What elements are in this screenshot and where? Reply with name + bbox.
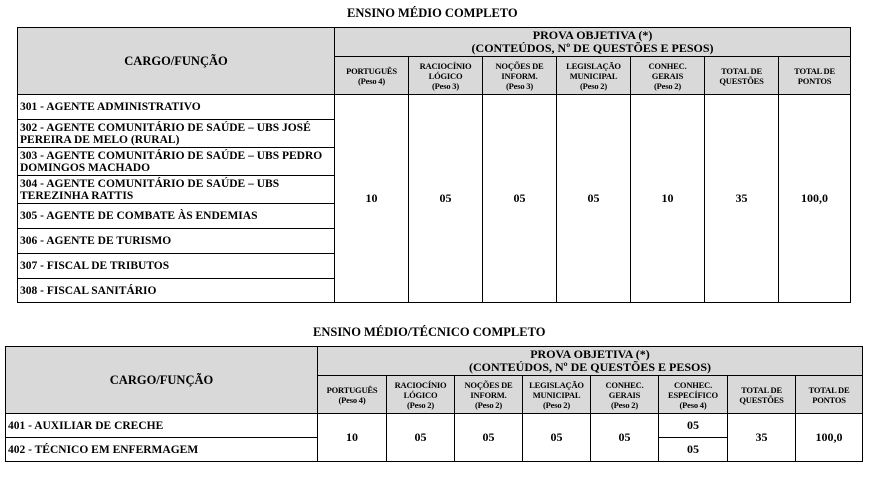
- table2-col-header-2: [455, 376, 523, 414]
- table2-cargo-header: CARGO/FUNÇÃO: [6, 347, 318, 414]
- table1-col-header-3-line2: MUNICIPAL: [569, 70, 618, 81]
- table2-col-header-5-line1: CONHEC.: [673, 379, 713, 390]
- table2-especifico-1: 05: [659, 438, 728, 462]
- table2-col-header-3-line2: MUNICIPAL: [532, 389, 581, 400]
- table1-cargo-4: 305 - AGENTE DE COMBATE ÀS ENDEMIAS: [18, 204, 335, 229]
- table1-col-header-6-line2: PONTOS: [797, 75, 832, 86]
- table2-cargo-1: 402 - TÉCNICO EM ENFERMAGEM: [6, 438, 318, 462]
- table1-value-2: 05: [483, 95, 557, 303]
- table1-col-header-6: [779, 57, 851, 95]
- table1-cargo-6: 307 - FISCAL DE TRIBUTOS: [18, 254, 335, 279]
- table2-col-header-2-line3: (Peso 2): [475, 399, 502, 410]
- table2-value-4: 05: [591, 414, 659, 462]
- table1-cargo-0: 301 - AGENTE ADMINISTRATIVO: [18, 95, 335, 120]
- table2-col-header-7-line2: PONTOS: [812, 394, 846, 405]
- table1-cargo-1: 302 - AGENTE COMUNITÁRIO DE SAÚDE – UBS JOSÉ PEREIRA DE MELO (RURAL): [18, 120, 335, 148]
- table2: [5, 346, 863, 462]
- table1-value-5: 35: [705, 95, 779, 303]
- table1-col-header-1-line2: LÓGICO: [428, 70, 463, 81]
- table1-col-header-4-line1: CONHEC.: [648, 60, 687, 71]
- table2-col-header-1: [387, 376, 455, 414]
- table2-col-header-1-line1: RACIOCÍNIO: [394, 379, 447, 390]
- table2-col-header-6-line1: TOTAL DE: [741, 384, 782, 395]
- table1-value-0: 10: [335, 95, 409, 303]
- table2-col-header-6-line2: QUESTÕES: [739, 394, 784, 405]
- table1-prova-header: [335, 28, 851, 57]
- table2-col-header-4-line1: CONHEC.: [605, 379, 644, 390]
- table2-total-questoes: 35: [728, 414, 796, 462]
- table2-col-header-1-line2: LÓGICO: [403, 389, 438, 400]
- table2-value-3: 05: [523, 414, 591, 462]
- table1-col-header-1-line1: RACIOCÍNIO: [419, 60, 472, 71]
- table2-col-header-4: [591, 376, 659, 414]
- table1-prova-line1: PROVA OBJETIVA (*): [532, 28, 653, 42]
- table1-value-4: 10: [631, 95, 705, 303]
- table1-cargo-7: 308 - FISCAL SANITÁRIO: [18, 279, 335, 303]
- table1-col-header-4: [631, 57, 705, 95]
- table1-col-header-2-line2: INFORM.: [501, 70, 538, 81]
- table1-col-header-4-line3: (Peso 2): [654, 80, 681, 91]
- table2-col-header-3-line1: LEGISLAÇÃO: [529, 379, 584, 390]
- table2-title: ENSINO MÉDIO/TÉCNICO COMPLETO: [313, 325, 546, 339]
- table1-cargo-header: CARGO/FUNÇÃO: [18, 28, 335, 95]
- table1-col-header-3-line3: (Peso 2): [580, 80, 607, 91]
- table2-col-header-5-line3: (Peso 4): [679, 399, 707, 410]
- table2-col-header-4-line2: GERAIS: [608, 389, 641, 400]
- table2-value-1: 05: [387, 414, 455, 462]
- table2-value-2: 05: [455, 414, 523, 462]
- table1-col-header-2: [483, 57, 557, 95]
- table2-col-header-0: [318, 376, 387, 414]
- table2-total-pontos: 100,0: [796, 414, 863, 462]
- table2-cargo-0: 401 - AUXILIAR DE CRECHE: [6, 414, 318, 438]
- table1-col-header-5-line1: TOTAL DE: [721, 65, 762, 76]
- table1-col-header-1-line3: (Peso 3): [432, 80, 459, 91]
- table1-col-header-3: [557, 57, 631, 95]
- table1-col-header-6-line1: TOTAL DE: [794, 65, 835, 76]
- table1: [17, 27, 851, 303]
- table2-col-header-3: [523, 376, 591, 414]
- table1-col-header-5-line2: QUESTÕES: [719, 75, 764, 86]
- table1-title: ENSINO MÉDIO COMPLETO: [347, 6, 518, 20]
- table2-col-header-1-line3: (Peso 2): [407, 399, 434, 410]
- table1-col-header-1: [409, 57, 483, 95]
- table1-col-header-0-line1: PORTUGUÊS: [346, 65, 397, 76]
- table2-col-header-5-line2: ESPECÍFICO: [668, 389, 718, 400]
- table2-prova-line2: (CONTEÚDOS, Nº DE QUESTÕES E PESOS): [469, 360, 712, 374]
- table1-prova-line2: (CONTEÚDOS, Nº DE QUESTÕES E PESOS): [471, 41, 714, 55]
- table2-col-header-5: [659, 376, 728, 414]
- table2-col-header-6: [728, 376, 796, 414]
- table2-col-header-7-line1: TOTAL DE: [808, 384, 850, 395]
- table1-value-6: 100,0: [779, 95, 851, 303]
- table1-col-header-0-line2: (Peso 4): [358, 75, 385, 86]
- table2-especifico-0: 05: [659, 414, 728, 438]
- table1-col-header-5: [705, 57, 779, 95]
- table2-prova-line1: PROVA OBJETIVA (*): [530, 347, 650, 361]
- table1-col-header-4-line2: GERAIS: [651, 70, 684, 81]
- table1-value-1: 05: [409, 95, 483, 303]
- table1-col-header-0: [335, 57, 409, 95]
- table2-col-header-4-line3: (Peso 2): [611, 399, 638, 410]
- table1-col-header-2-line1: NOÇÕES DE: [495, 60, 544, 71]
- table2-col-header-0-line1: PORTUGUÊS: [326, 384, 378, 395]
- table2-col-header-3-line3: (Peso 2): [543, 399, 570, 410]
- table1-cargo-5: 306 - AGENTE DE TURISMO: [18, 229, 335, 254]
- table2-col-header-0-line2: (Peso 4): [338, 394, 366, 405]
- table1-cargo-3: 304 - AGENTE COMUNITÁRIO DE SAÚDE – UBS TEREZINHA RATTIS: [18, 176, 335, 204]
- table2-col-header-7: [796, 376, 863, 414]
- table1-value-3: 05: [557, 95, 631, 303]
- table2-value-0: 10: [318, 414, 387, 462]
- table1-col-header-2-line3: (Peso 3): [506, 80, 533, 91]
- table1-col-header-3-line1: LEGISLAÇÃO: [566, 60, 621, 71]
- table2-prova-header: [318, 347, 863, 376]
- table2-col-header-2-line1: NOÇÕES DE: [464, 379, 513, 390]
- table1-cargo-2: 303 - AGENTE COMUNITÁRIO DE SAÚDE – UBS PEDRO DOMINGOS MACHADO: [18, 148, 335, 176]
- table2-col-header-2-line2: INFORM.: [470, 389, 507, 400]
